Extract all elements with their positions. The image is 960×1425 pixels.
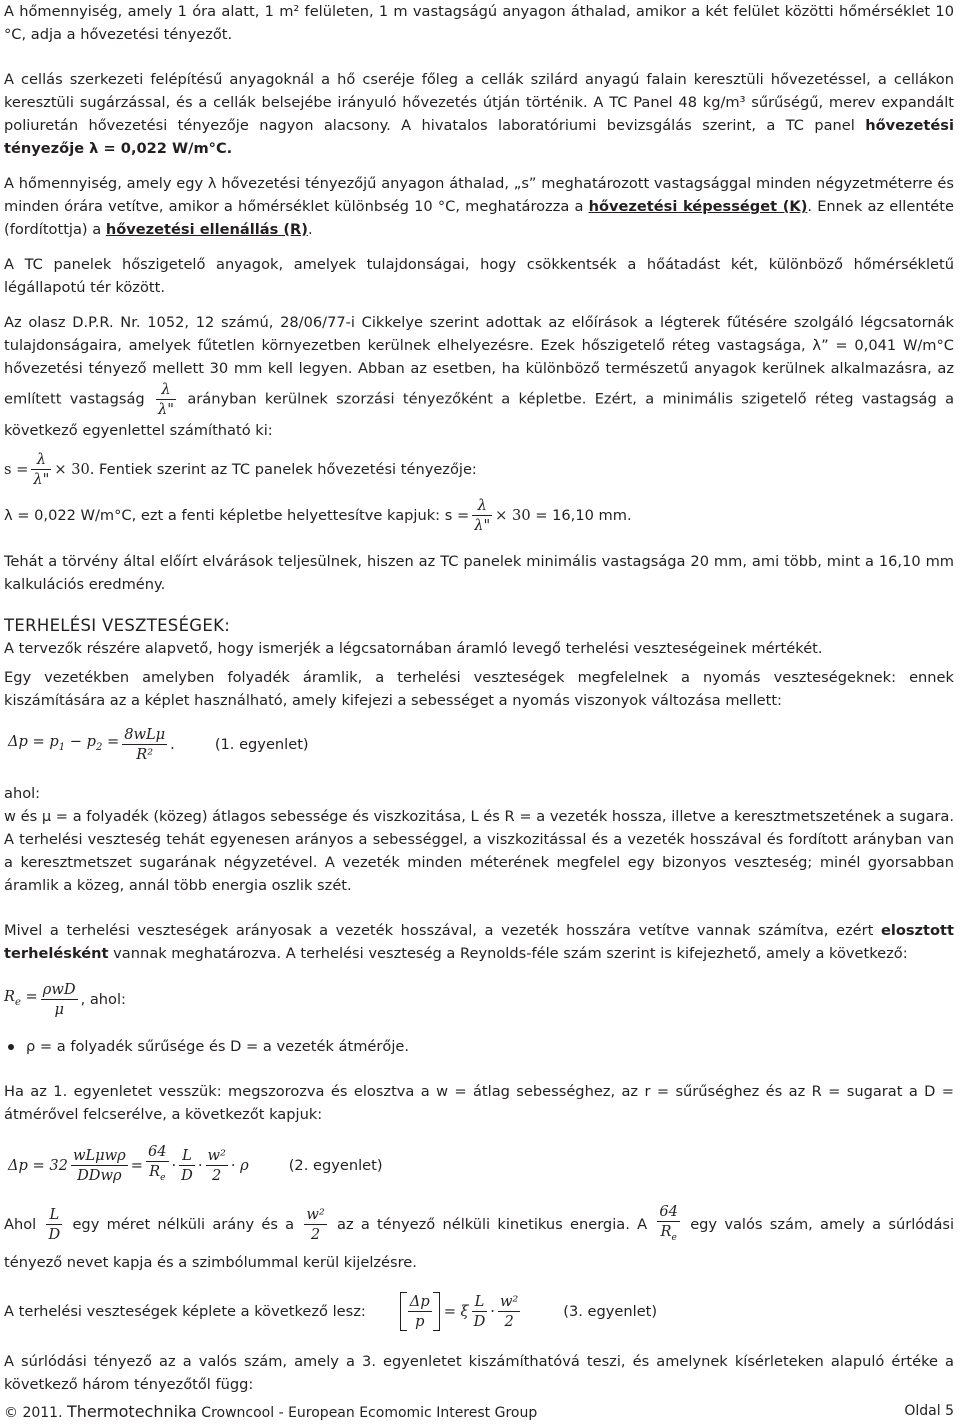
page-footer — [4, 1400, 954, 1425]
paragraph-equation-transform: Ha az 1. egyenletet vesszük: megszorozva és elosztva a w = átlag sebességhez, az r = sűrűséghez és az R = sugarat a D = átmérővel felcserélve, a következőt kapjuk: — [4, 1083, 954, 1123]
dpr-text-b: arányban kerülnek szorzási tényezőként a képletbe. Ezért, a minimális szigetelő réteg vastagság a következő egyenlettel számítható ki: — [4, 390, 955, 439]
section-heading-load-losses: TERHELÉSI VESZTESÉGEK: — [4, 616, 231, 635]
conductivity-value-bold: hővezetési tényezője λ = 0,022 W/m°C. — [4, 117, 954, 157]
equation-3-fraction-c: $\frac{\text{w²}}{2}$ — [499, 1293, 519, 1331]
document-page — [4, 0, 954, 1396]
conductance-text-c: . — [307, 221, 313, 238]
reynolds-fraction: $\frac{\text{ρwD}}{\mu}$ — [42, 980, 76, 1018]
paragraph-pipe-flow: Egy vezetékben amelyben folyadék áramlik, a terhelési veszteségek megfelelnek a nyomás veszteségeknek: ennek kiszámítására az a képlet használható, amely kifejezi a sebességet a nyomás viszonyok változása mellett: — [4, 669, 954, 709]
ratio-w2-over-2: $\frac{\text{w²}}{2}$ — [306, 1206, 325, 1244]
paragraph-cellular-structure — [4, 68, 954, 160]
paragraph-friction-factor: A súrlódási tényező az a valós szám, amely a 3. egyenletet kiszámíthatóvá teszi, és amelynek kísérleteken alapuló értéke a következő három tényezőtől függ: — [4, 1352, 954, 1393]
ratio-text-a: Ahol — [4, 1215, 37, 1233]
conductance-k-term: hővezetési képességet (K) — [588, 198, 808, 215]
conductance-text-b: . Ennek az ellentéte (fordítottja) a — [4, 198, 954, 238]
equation-1-fraction: $\frac{\text{8wLμ}}{\text{R²}}$ — [124, 725, 166, 763]
equation-s-text: Fentiek szerint az TC panelek hővezetési tényezője: — [99, 460, 477, 478]
paragraph-heat-quantity: A hőmennyiség, amely 1 óra alatt, 1 m² felületen, 1 m vastagságú anyagon áthalad, amikor a két felület közötti hőmérséklet 10 °C, adja a hővezetési tényezőt. — [4, 3, 954, 43]
lambda-substitution-text: λ = 0,022 W/m°C, ezt a fenti képletbe helyettesítve kapjuk: s = — [4, 506, 470, 524]
footer-company: Crowncool - European Ecomomic Interest Group — [201, 1405, 538, 1421]
equation-1: $\Delta p = p_1 - p_2$ = $\frac{\text{8wLμ}}{\text{R²}}$ . (1. egyenlet) — [8, 725, 309, 763]
distributed-load-bold: elosztott terhelésként — [4, 922, 954, 962]
ratio-text-d: egy valós szám, amely a súrlódási tényező nevet kapja és a szimbólummal kerül kijelzésre. — [4, 1215, 955, 1271]
ratio-l-over-d: $\frac{L}{D}$ — [48, 1206, 61, 1244]
equation-3: A terhelési veszteségek képlete a következő lesz: $\frac{\Delta p}{p}$ = ξ $\frac{L}{D}$ · $\frac{\text{w²}}{2}$ (3. egyenlet) — [4, 1293, 658, 1331]
footer-year: © 2011. — [4, 1405, 63, 1421]
lambda-substitution-fraction: $\frac{\lambda}{\lambda"}$ — [474, 496, 491, 534]
paragraph-dpr-regulation — [4, 311, 954, 442]
footer-brand: Thermotechnika — [66, 1402, 197, 1421]
equation-2: Δp = 32 $\frac{\text{wLμwρ}}{\text{DDwρ}}$ = $\frac{64}{R_e}$ · $\frac{L}{D}$ · $\frac{\text{w²}}{2}$ · ρ (2. egyenlet) — [4, 1136, 954, 1194]
ratio-64-over-re: $\frac{64}{R_e}$ — [659, 1203, 678, 1243]
paragraph-designers: A tervezők részére alapvető, hogy ismerjék a légcsatornában áramló levegő terhelési veszteségeinek mértékét. — [4, 640, 823, 657]
ratio-text-b: egy méret nélküli arány és a — [72, 1215, 295, 1233]
equation-2-fraction-c: $\frac{L}{D}$ — [181, 1146, 193, 1184]
equation-3-label: (3. egyenlet) — [563, 1303, 658, 1321]
equation-3-fraction-b: $\frac{L}{D}$ — [473, 1293, 486, 1331]
dpr-text-a: Az olasz D.P.R. Nr. 1052, 12 számú, 28/06/77-i Cikkelye szerint adottak az előírások a légterek fűtésére szolgáló légcsatornák tulajdonságaira, amelyek fűtetlen környezetben kerülnek elhelyezésre. Ezek hőszigetelő réteg vastagsága, λ” = 0,041 W/m°C hővezetési tényező mellett 30 mm kell legyen. Abban az esetben, ha különböző természetű anyagok kerülnek alkalmazásra, az említett vastagság — [4, 314, 954, 408]
paragraph-cellular-text: A cellás szerkezeti felépítésű anyagoknál a hő cseréje főleg a cellák szilárd anyagú falain keresztüli hővezetéssel, a cellákon keresztüli sugárzással, és a cellák belsejébe irányuló hővezetés útján történik. A TC Panel 48 kg/m³ sűrűségű, merev expandált poliuretán hővezetési tényezője nagyon alacsony. A hivatalos laboratóriumi bevizsgálás szerint, a TC panel — [4, 71, 954, 134]
reynolds-tail: , ahol: — [80, 990, 126, 1008]
lambda-ratio-fraction: $\frac{\lambda}{\lambda"}$ — [158, 381, 175, 418]
paragraph-ratio-definitions — [4, 1202, 954, 1278]
equation-s-fraction: $\frac{\lambda}{\lambda"}$ — [33, 450, 50, 488]
bullet-density — [4, 1035, 954, 1058]
paragraph-distributed-load — [4, 919, 954, 965]
equation-3-bracket — [400, 1292, 440, 1331]
ratio-text-c: az a tényező nélküli kinetikus energia. A — [337, 1215, 648, 1233]
resistance-r-term: hővezetési ellenállás (R) — [105, 221, 308, 238]
paragraph-conductance — [4, 172, 954, 241]
lambda-substitution-result: = 16,10 mm. — [535, 506, 632, 524]
equation-2-fraction-d: $\frac{\text{w²}}{2}$ — [207, 1146, 226, 1184]
equation-reynolds: $R_e$ = $\frac{\text{ρwD}}{\mu}$ , ahol: — [4, 980, 126, 1018]
equation-2-fraction-a: $\frac{\text{wLμwρ}}{\text{DDwρ}}$ — [72, 1146, 126, 1184]
paragraph-conclusion: Tehát a törvény által előírt elvárások teljesülnek, hiszen az TC panelek minimális vastagsága 20 mm, ami több, mint a 16,10 mm kalkulációs eredmény. — [4, 553, 954, 593]
footer-page-number: Oldal 5 — [904, 1403, 954, 1419]
footer-credit — [4, 1400, 537, 1425]
equation-2-label: (2. egyenlet) — [288, 1156, 383, 1174]
distributed-text-a: Mivel a terhelési veszteségek arányosak a vezeték hosszával, a vezeték hosszára vetítve vannak számítva, ezért — [4, 922, 881, 939]
label-where: ahol: — [4, 785, 41, 802]
equation-lambda-substitution: λ = 0,022 W/m°C, ezt a fenti képletbe helyettesítve kapjuk: s = $\frac{\lambda}{\lambda"}$ × 30 = 16,10 mm. — [4, 496, 632, 534]
bullet-dot — [8, 1044, 14, 1050]
paragraph-tc-insulation: A TC panelek hőszigetelő anyagok, amelyek tulajdonságai, hogy csökkentsék a hőátadást két, különböző hőmérsékletű légállapotú tér között. — [4, 256, 954, 296]
equation-s: s = $\frac{\lambda}{\lambda"}$ × 30. Fentiek szerint az TC panelek hővezetési tényezője: — [4, 450, 477, 488]
equation-3-fraction-a: $\frac{\Delta p}{p}$ — [409, 1293, 430, 1331]
paragraph-variables: w és μ = a folyadék (közeg) átlagos sebessége és viszkozitása, L és R = a vezeték hossza, illetve a keresztmetszetének a sugara. A terhelési veszteség tehát egyenesen arányos a sebességgel, a viszkozitással és a vezeték hosszával és fordított arányban van a keresztmetszet sugarának négyzetével. A vezeték minden méterének megfelel egy bizonyos veszteség; minél gyorsabban áramlik a közeg, annál több energia oszlik szét. — [4, 808, 954, 894]
bullet-density-text: ρ = a folyadék sűrűsége és D = a vezeték átmérője. — [26, 1038, 410, 1055]
conductance-text-a: A hőmennyiség, amely egy λ hővezetési tényezőjű anyagon áthalad, „s” meghatározott vastagsággal minden négyzetméterre és minden órára vetítve, amikor a hőmérséklet különbség 10 °C, meghatározza a — [4, 175, 954, 215]
equation-2-fraction-b: $\frac{64}{R_e}$ — [147, 1143, 167, 1183]
distributed-text-b: vannak meghatározva. A terhelési veszteség a Reynolds-féle szám szerint is kifejezhető, amely a következő: — [108, 945, 908, 962]
equation-3-intro: A terhelési veszteségek képlete a következő lesz: — [4, 1303, 366, 1321]
equation-1-label: (1. egyenlet) — [214, 735, 309, 753]
